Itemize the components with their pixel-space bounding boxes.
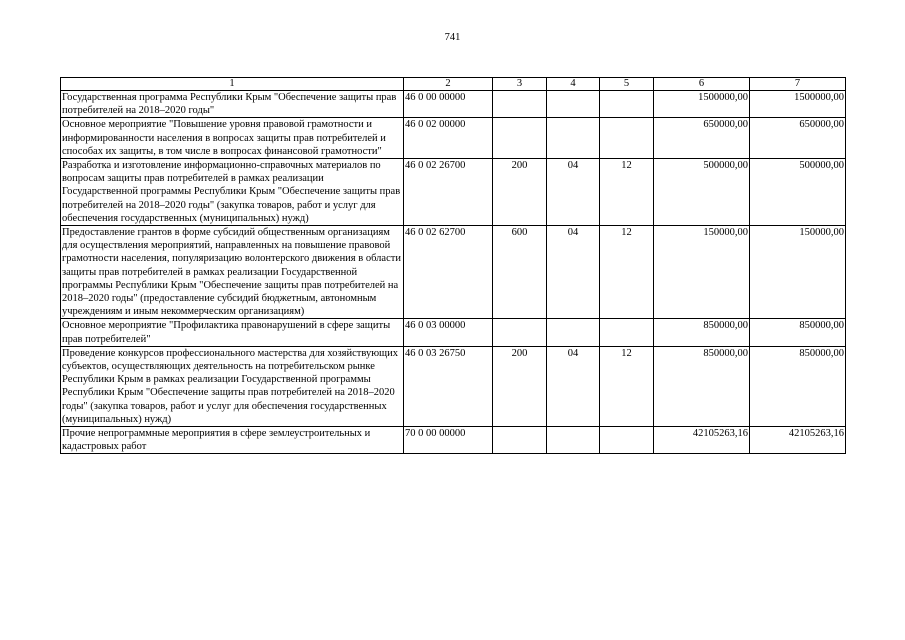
row-expense-type-cell: 200 <box>493 346 547 426</box>
row-expense-type-cell <box>493 118 547 159</box>
row-name-cell: Проведение конкурсов профессионального мастерства для хозяйствующих субъектов, осуществляющих деятельность на потребительском рынке Республики Крым в рамках реализации Государственной программы Республики Крым "Обеспечение защиты прав потребителей на 2018–2020 годы" (закупка товаров, работ и услуг для обеспечения государственных (муниципальных) нужд) <box>61 346 404 426</box>
row-amount-col7-cell: 650000,00 <box>750 118 846 159</box>
row-expense-type-cell: 600 <box>493 226 547 319</box>
row-subsection-cell: 12 <box>600 159 654 226</box>
row-amount-col7-cell: 42105263,16 <box>750 427 846 454</box>
row-amount-col7-cell: 850000,00 <box>750 346 846 426</box>
row-code-cell: 46 0 03 00000 <box>404 319 493 346</box>
table-row <box>61 118 846 159</box>
row-section-cell <box>547 427 600 454</box>
row-code-cell: 46 0 00 00000 <box>404 91 493 118</box>
row-expense-type-cell <box>493 319 547 346</box>
row-amount-col6-cell: 650000,00 <box>654 118 750 159</box>
column-number: 2 <box>404 78 493 91</box>
row-code-cell: 70 0 00 00000 <box>404 427 493 454</box>
table-row <box>61 226 846 319</box>
row-code-cell: 46 0 02 62700 <box>404 226 493 319</box>
row-subsection-cell: 12 <box>600 226 654 319</box>
row-amount-col7-cell: 1500000,00 <box>750 91 846 118</box>
row-name-cell: Прочие непрограммные мероприятия в сфере землеустроительных и кадастровых работ <box>61 427 404 454</box>
row-section-cell: 04 <box>547 159 600 226</box>
column-number: 5 <box>600 78 654 91</box>
table-row <box>61 91 846 118</box>
row-section-cell <box>547 91 600 118</box>
page-number: 741 <box>444 32 461 43</box>
table-row <box>61 346 846 426</box>
row-amount-col7-cell: 500000,00 <box>750 159 846 226</box>
row-subsection-cell <box>600 427 654 454</box>
row-name-cell: Основное мероприятие "Профилактика правонарушений в сфере защиты прав потребителей" <box>61 319 404 346</box>
column-number: 4 <box>547 78 600 91</box>
row-section-cell: 04 <box>547 346 600 426</box>
row-subsection-cell <box>600 91 654 118</box>
row-subsection-cell: 12 <box>600 346 654 426</box>
row-name-cell: Разработка и изготовление информационно-справочных материалов по вопросам защиты прав потребителей в рамках реализации Государственной программы Республики Крым "Обеспечение защиты прав потребителей на 2018–2020 годы" (закупка товаров, работ и услуг для обеспечения государственных (муниципальных) нужд) <box>61 159 404 226</box>
row-code-cell: 46 0 02 26700 <box>404 159 493 226</box>
budget-table <box>60 77 846 454</box>
row-code-cell: 46 0 03 26750 <box>404 346 493 426</box>
row-amount-col6-cell: 42105263,16 <box>654 427 750 454</box>
row-amount-col6-cell: 850000,00 <box>654 319 750 346</box>
row-section-cell <box>547 118 600 159</box>
row-amount-col7-cell: 150000,00 <box>750 226 846 319</box>
row-subsection-cell <box>600 118 654 159</box>
column-number: 7 <box>750 78 846 91</box>
row-name-cell: Основное мероприятие "Повышение уровня правовой грамотности и информированности населения в вопросах защиты прав потребителей и способах их защиты, в том числе в вопросах финансовой грамотности" <box>61 118 404 159</box>
row-name-cell: Предоставление грантов в форме субсидий общественным организациям для осуществления мероприятий, направленных на повышение правовой грамотности населения, популяризацию волонтерского движения в области защиты прав потребителей в рамках реализации Государственной программы Республики Крым "Обеспечение защиты прав потребителей на 2018–2020 годы" (предоставление субсидий бюджетным, автономным учреждениям и иным некоммерческим организациям) <box>61 226 404 319</box>
row-amount-col6-cell: 850000,00 <box>654 346 750 426</box>
row-code-cell: 46 0 02 00000 <box>404 118 493 159</box>
column-number: 6 <box>654 78 750 91</box>
column-number-row <box>61 78 846 91</box>
row-amount-col6-cell: 150000,00 <box>654 226 750 319</box>
row-expense-type-cell: 200 <box>493 159 547 226</box>
table-row <box>61 319 846 346</box>
column-number: 3 <box>493 78 547 91</box>
column-number: 1 <box>61 78 404 91</box>
row-amount-col7-cell: 850000,00 <box>750 319 846 346</box>
row-section-cell <box>547 319 600 346</box>
row-expense-type-cell <box>493 91 547 118</box>
row-amount-col6-cell: 500000,00 <box>654 159 750 226</box>
row-name-cell: Государственная программа Республики Крым "Обеспечение защиты прав потребителей на 2018–2020 годы" <box>61 91 404 118</box>
row-expense-type-cell <box>493 427 547 454</box>
row-section-cell: 04 <box>547 226 600 319</box>
row-subsection-cell <box>600 319 654 346</box>
table-row <box>61 427 846 454</box>
table-row <box>61 159 846 226</box>
row-amount-col6-cell: 1500000,00 <box>654 91 750 118</box>
